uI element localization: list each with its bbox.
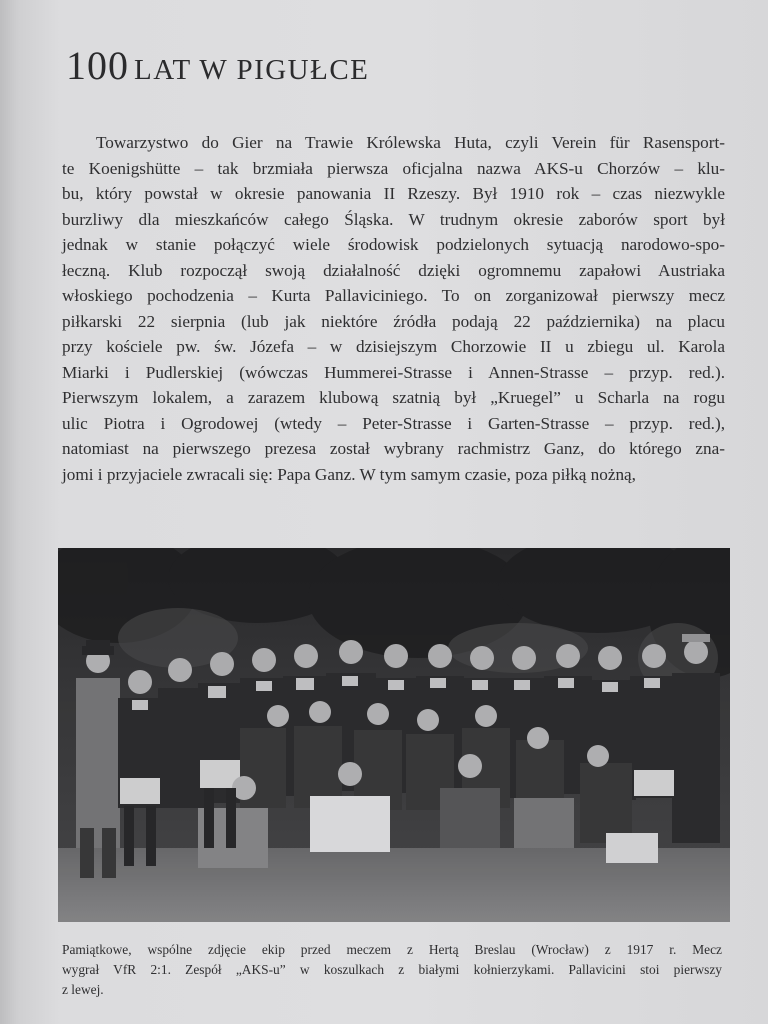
- body-line: te Koenigshütte – tak brzmiała pierwsza oficjalna nazwa AKS-u Chorzów – klu-: [62, 158, 725, 178]
- body-line: natomiast na pierwszego prezesa został wybrany rachmistrz Ganz, do którego zna-: [62, 439, 725, 458]
- body-paragraph: [62, 130, 725, 487]
- body-line: Miarki i Pudlerskiej (wówczas Hummerei-Strasse i Annen-Strasse – przyp. red.).: [62, 362, 725, 382]
- body-line: łeczną. Klub rozpoczął swoją działalność dzięki ogromnemu zapałowi Austriaka: [62, 260, 725, 280]
- body-line: Pierwszym lokalem, a zarazem klubową szatnią był „Kruegel” u Scharla na rogu: [62, 388, 725, 407]
- chapter-title-text: LAT W PIGUŁCE: [134, 54, 370, 86]
- caption-line: Pamiątkowe, wspólne zdjęcie ekip przed meczem z Hertą Breslau (Wrocław) z 1917 r. Mecz: [62, 942, 722, 957]
- body-line: ulic Piotra i Ogrodowej (wtedy – Peter-Strasse i Garten-Strasse – przyp. red.),: [62, 413, 725, 433]
- body-line: burzliwy dla mieszkańców całego Śląska. W trudnym okresie zaborów sport był: [62, 209, 725, 229]
- chapter-title-number: 100: [66, 43, 129, 88]
- chapter-title: [66, 42, 369, 89]
- caption-line: wygrał VfR 2:1. Zespół „AKS-u” w koszulkach z białymi kołnierzykami. Pallavicini stoi pierwszy: [62, 962, 722, 977]
- body-line: Towarzystwo do Gier na Trawie Królewska Huta, czyli Verein für Rasensport-: [96, 133, 725, 152]
- caption-line: z lewej.: [62, 982, 104, 997]
- body-line: przy kościele pw. św. Józefa – w dzisiejszym Chorzowie II u zbiegu ul. Karola: [62, 337, 725, 356]
- body-line: jomi i przyjaciele zwracali się: Papa Ganz. W tym samym czasie, poza piłką nożną,: [62, 464, 636, 484]
- body-line: piłkarski 22 sierpnia (lub jak niektóre źródła podają 22 października) na placu: [62, 311, 725, 331]
- body-line: włoskiego pochodzenia – Kurta Pallaviciniego. To on zorganizował pierwszy mecz: [62, 286, 725, 305]
- team-photograph: [58, 548, 730, 922]
- photo-caption: [62, 940, 722, 1000]
- body-line: jednak w stanie połączyć wiele środowisk podzielonych sytuacją narodowo-spo-: [62, 235, 725, 254]
- team-photograph-illustration: [58, 548, 730, 922]
- body-line: bu, który powstał w okresie panowania II Rzeszy. Był 1910 rok – czas niezwykle: [62, 184, 725, 203]
